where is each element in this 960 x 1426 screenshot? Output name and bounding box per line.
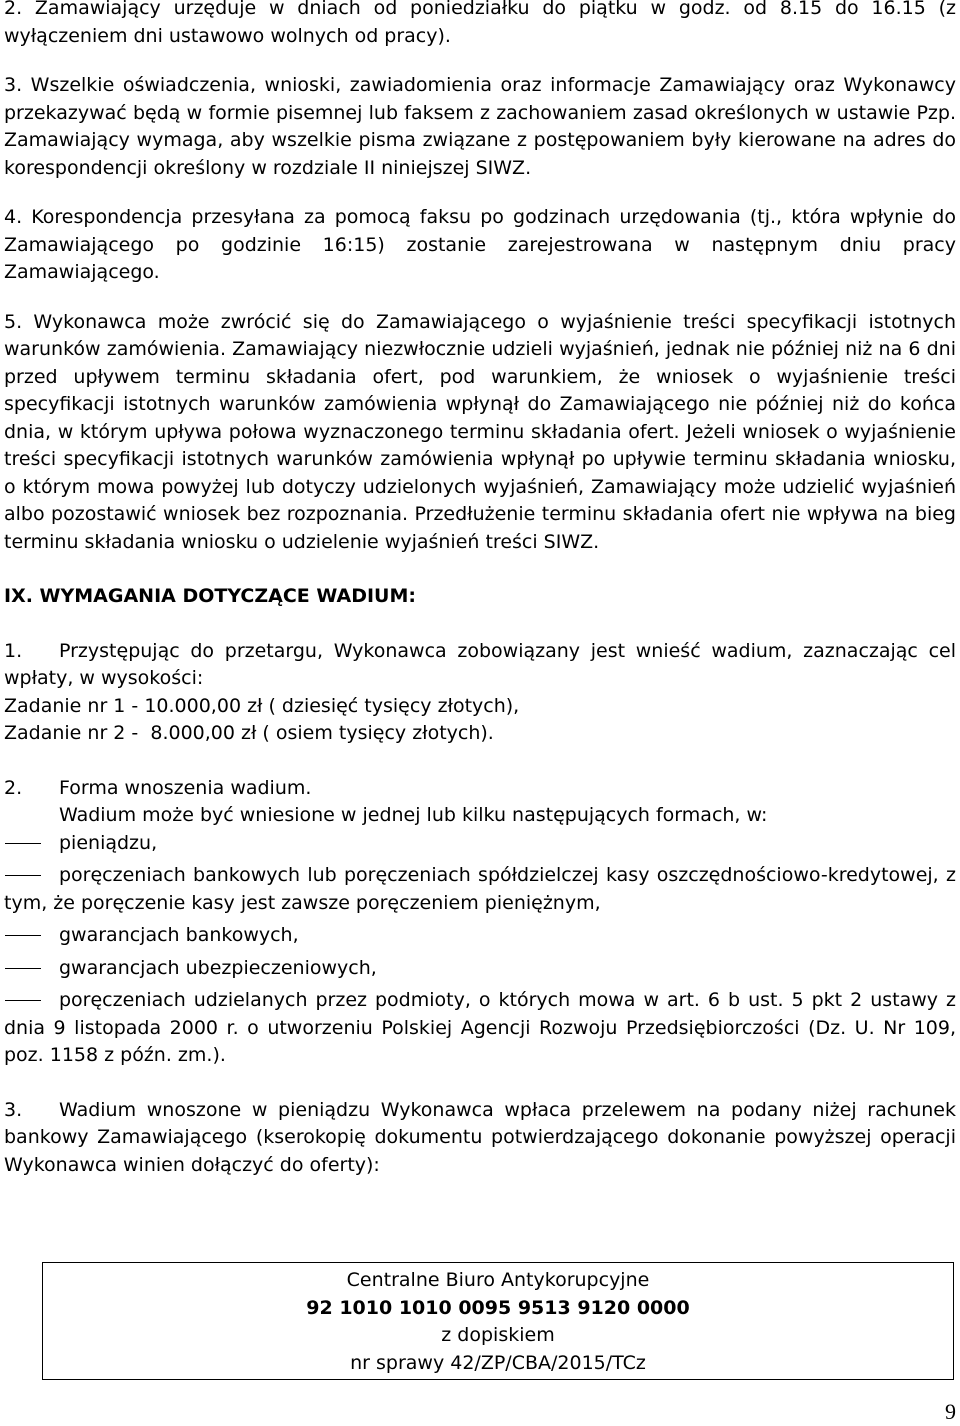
section-4-paragraph: 4. Korespondencja przesyłana za pomocą faksu po godzinach urzędowania (tj., która wpłynie do Zamawiającego po godzinie 16:15) zostanie zarejestrowana w następnym dniu pracy Zamawiającego. <box>4 206 956 283</box>
wadium-form-item <box>4 922 956 950</box>
wadium-point-3-number: 3. <box>4 1098 23 1121</box>
section-3-paragraph: 3. Wszelkie oświadczenia, wnioski, zawiadomienia oraz informacje Zamawiający oraz Wykonawcy przekazywać będą w formie pisemnej lub faksem z zachowaniem zasad określonych w ustawie Pzp. Zamawiający wymaga, aby wszelkie pisma związane z postępowaniem były kierowane na adres do korespondencji określony w rozdziale II niniejszej SIWZ. <box>4 74 956 179</box>
wadium-point-3 <box>4 1097 956 1180</box>
section-2-paragraph: 2. Zamawiający urzęduje w dniach od poniedziałku do piątku w godz. od 8.15 do 16.15 (z wyłączeniem dni ustawowo wolnych od pracy). <box>4 0 956 47</box>
bank-case-number: nr sprawy 42/ZP/CBA/2015/TCz <box>350 1351 646 1374</box>
bank-note: z dopiskiem <box>441 1324 555 1346</box>
zadanie-2-line: Zadanie nr 2 - 8.000,00 zł ( osiem tysięcy złotych). <box>4 722 494 744</box>
bank-recipient-name: Centralne Biuro Antykorupcyjne <box>346 1269 650 1291</box>
wadium-form-text: poręczeniach udzielanych przez podmioty, o których mowa w art. 6 b ust. 5 pkt 2 ustawy z dnia 9 listopada 2000 r. o utworzeniu Polskiej Agencji Rozwoju Przedsiębiorczości (Dz. U. Nr 109, poz. 1158 z późn. zm.). <box>4 989 956 1066</box>
wadium-form-item <box>4 830 956 858</box>
document-page <box>4 0 956 1179</box>
wadium-point-1 <box>4 638 956 693</box>
page-number: 9 <box>945 1399 956 1424</box>
section-heading-wadium: IX. WYMAGANIA DOTYCZĄCE WADIUM: <box>4 585 416 607</box>
wadium-point-2-number: 2. <box>4 776 23 799</box>
bank-account-number: 92 1010 1010 0095 9513 9120 0000 <box>306 1296 690 1319</box>
wadium-form-text: gwarancjach bankowych, <box>59 924 299 946</box>
wadium-point-2 <box>4 775 956 803</box>
section-5-paragraph: 5. Wykonawca może zwrócić się do Zamawiającego o wyjaśnienie treści specyfikacji istotnych warunków zamówienia. Zamawiający niezwłocznie udzieli wyjaśnień, jednak nie później niż na 6 dni przed upływem terminu składania ofert, pod warunkiem, że wniosek o wyjaśnienie treści specyfikacji istotnych warunków zamówienia wpłynął do Zamawiającego nie później niż do końca dnia, w którym upływa połowa wyznaczonego terminu składania ofert. Jeżeli wniosek o wyjaśnienie treści specyfikacji istotnych warunków zamówienia wpłynął po upływie terminu składania wniosku, o którym mowa powyżej lub dotyczy udzielonych wyjaśnień, Zamawiający może udzielić wyjaśnień albo pozostawić wniosek bez rozpoznania. Przedłużenie terminu składania ofert nie wpływa na bieg terminu składania wniosku o udzielenie wyjaśnień treści SIWZ. <box>4 310 956 553</box>
wadium-form-text: gwarancjach ubezpieczeniowych, <box>59 956 377 979</box>
wadium-point-3-body: Wadium wnoszone w pieniądzu Wykonawca wpłaca przelewem na podany niżej rachunek bankowy Zamawiającego (kserokopię dokumentu potwierdzającego dokonanie powyższej operacji Wykonawca winien dołączyć do oferty): <box>4 1098 956 1176</box>
wadium-point-1-number: 1. <box>4 639 23 662</box>
wadium-point-2-title: Forma wnoszenia wadium. <box>59 776 312 799</box>
wadium-form-item <box>4 987 956 1070</box>
wadium-form-text: pieniądzu, <box>59 831 158 854</box>
wadium-point-1-text <box>4 638 956 693</box>
wadium-form-item <box>4 862 956 917</box>
wadium-point-1-body: Przystępując do przetargu, Wykonawca zobowiązany jest wnieść wadium, zaznaczając cel wpłaty, w wysokości: <box>4 639 956 689</box>
wadium-form-text: poręczeniach bankowych lub poręczeniach spółdzielczej kasy oszczędnościowo-kredytowej, z tym, że poręczenie kasy jest zawsze poręczeniem pieniężnym, <box>4 864 956 914</box>
wadium-form-item <box>4 955 956 983</box>
zadanie-1-line: Zadanie nr 1 - 10.000,00 zł ( dziesięć tysięcy złotych), <box>4 694 520 717</box>
bank-account-box <box>42 1262 954 1380</box>
wadium-forms-intro: Wadium może być wniesione w jednej lub kilku następujących formach, w: <box>59 804 768 826</box>
